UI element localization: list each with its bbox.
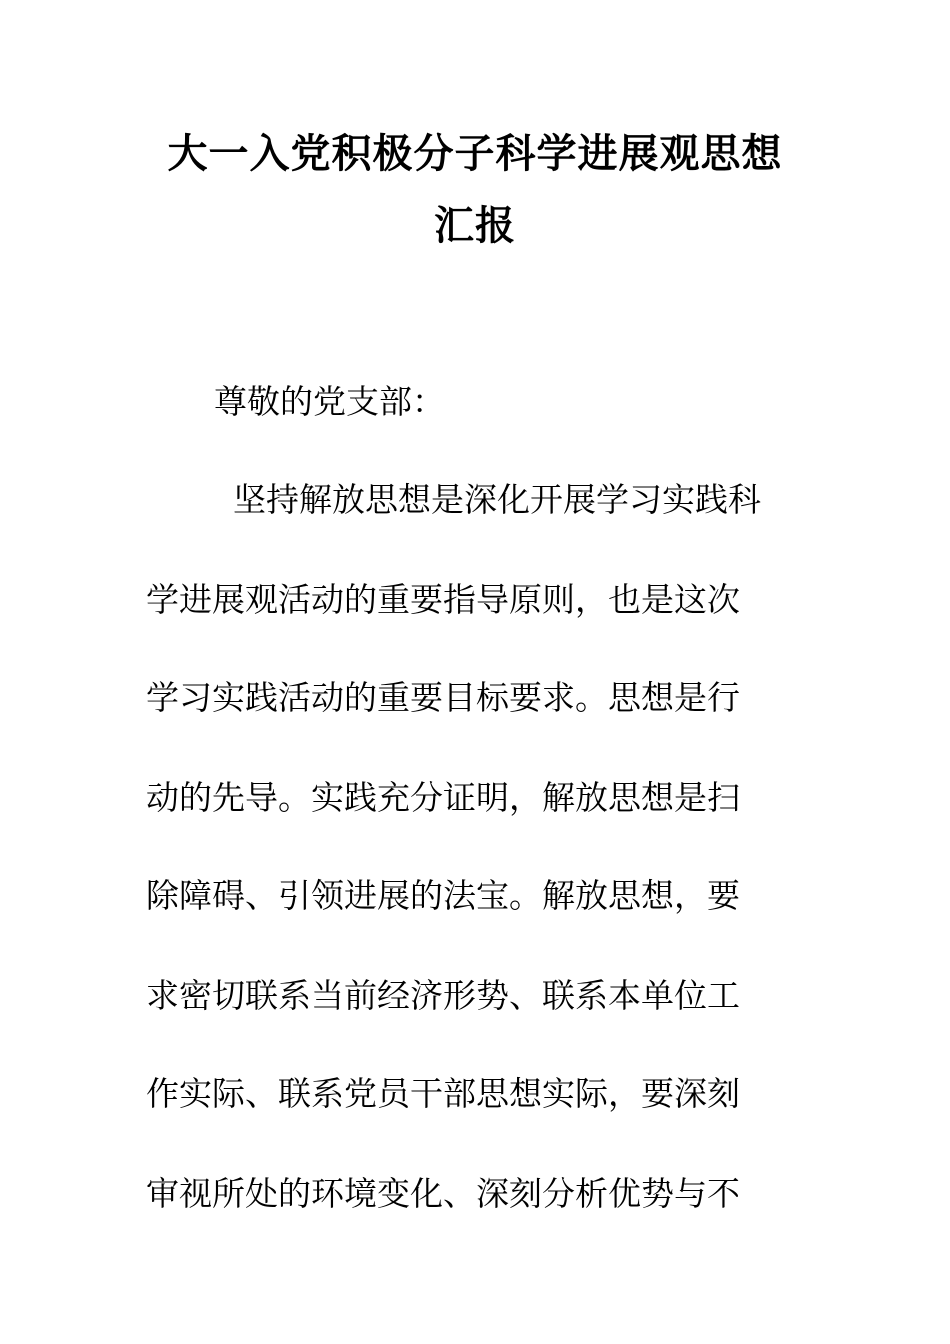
body-line: 求密切联系当前经济形势、联系本单位工 bbox=[146, 976, 740, 1015]
body-line: 除障碍、引领进展的法宝。解放思想，要 bbox=[146, 876, 740, 915]
document-title-line-2: 汇报 bbox=[434, 203, 516, 249]
body-line: 作实际、联系党员干部思想实际，要深刻 bbox=[146, 1074, 740, 1113]
salutation: 尊敬的党支部： bbox=[214, 382, 445, 421]
body-line: 坚持解放思想是深化开展学习实践科 bbox=[233, 480, 761, 519]
body-line: 学习实践活动的重要目标要求。思想是行 bbox=[146, 678, 740, 717]
body-line: 学进展观活动的重要指导原则，也是这次 bbox=[146, 580, 740, 619]
body-line: 审视所处的环境变化、深刻分析优势与不 bbox=[146, 1174, 740, 1213]
document-title-line-1: 大一入党积极分子科学进展观思想 bbox=[167, 131, 783, 177]
body-line: 动的先导。实践充分证明，解放思想是扫 bbox=[146, 778, 740, 817]
